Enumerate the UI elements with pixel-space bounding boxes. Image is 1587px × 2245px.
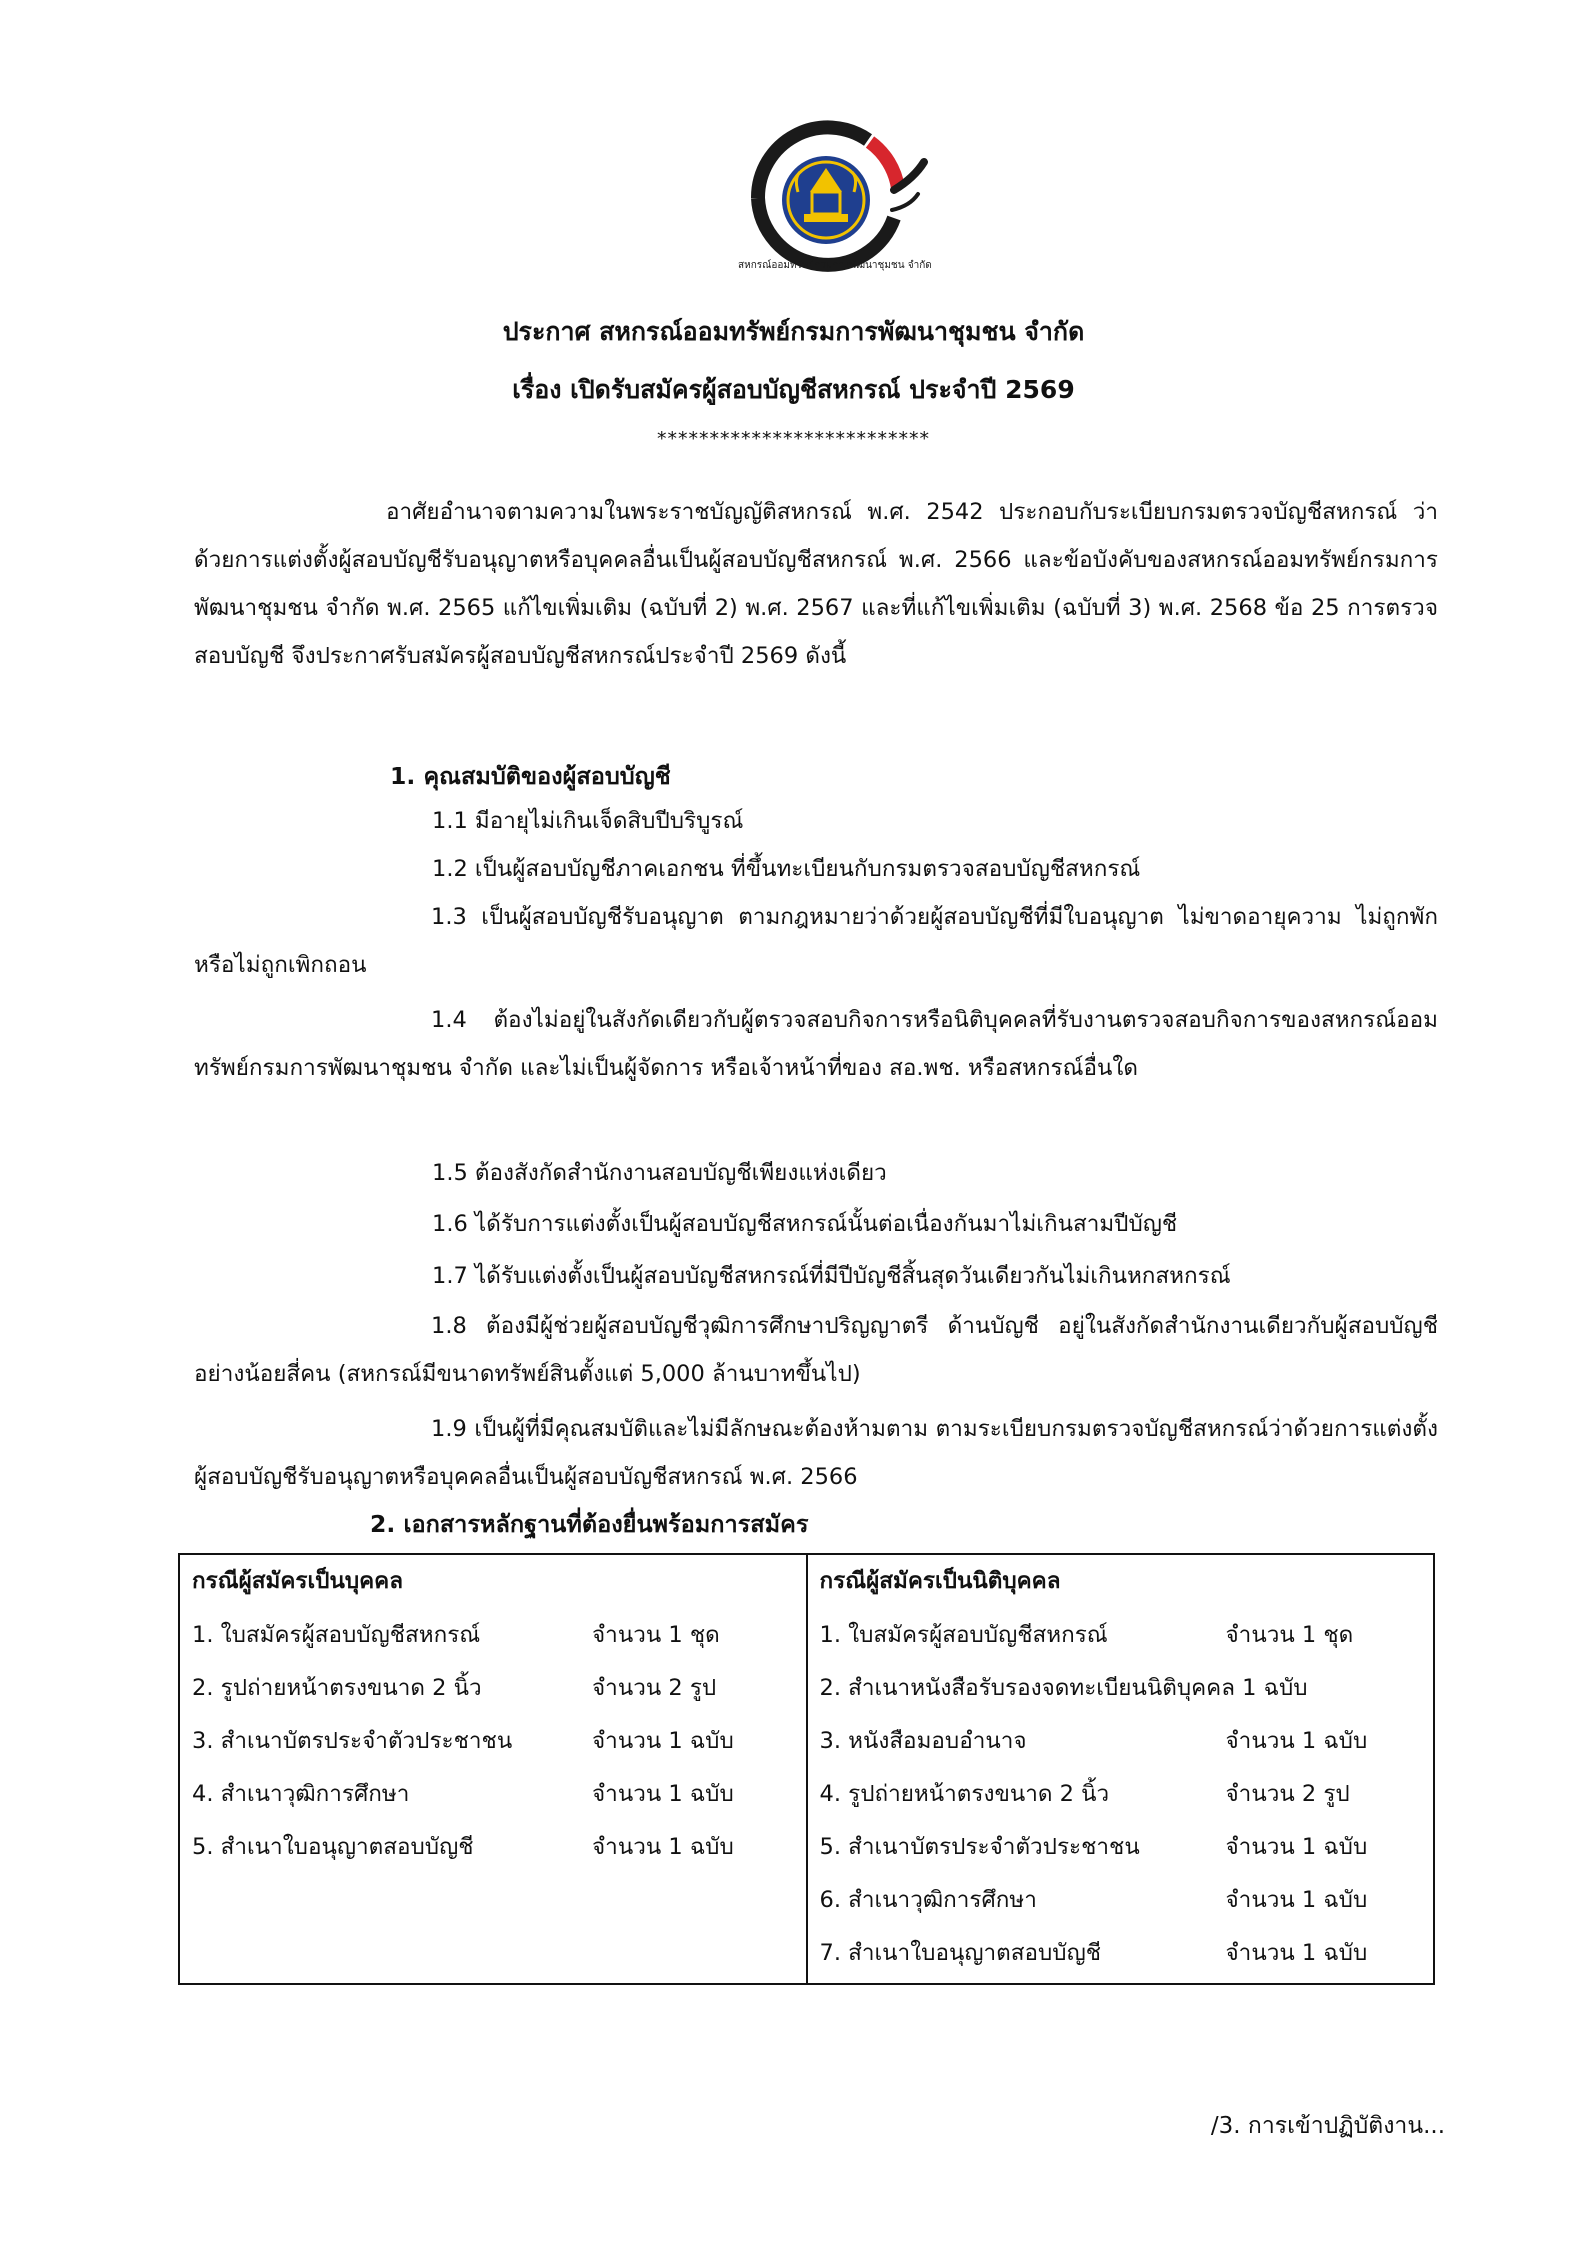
announcement-subject: เรื่อง เปิดรับสมัครผู้สอบบัญชีสหกรณ์ ประจำปี 2569	[512, 375, 1075, 404]
document-row	[820, 1768, 1422, 1821]
qualification-item	[194, 1405, 1438, 1501]
individual-column	[179, 1554, 807, 1984]
section-2-title: 2. เอกสารหลักฐานที่ต้องยื่นพร้อมการสมัคร	[370, 1510, 809, 1538]
qualification-item: 1.1 มีอายุไม่เกินเจ็ดสิบปีบริบูรณ์	[432, 808, 744, 834]
qualification-item	[194, 893, 1438, 989]
cooperative-logo	[718, 118, 938, 278]
section-1-title: 1. คุณสมบัติของผู้สอบบัญชี	[390, 762, 671, 790]
qualification-item: 1.6 ได้รับการแต่งตั้งเป็นผู้สอบบัญชีสหกรณ์นั้นต่อเนื่องกันมาไม่เกินสามปีบัญชี	[432, 1211, 1178, 1237]
document-row	[192, 1715, 794, 1768]
document-quantity: จำนวน 1 ฉบับ	[1225, 1940, 1368, 1966]
document-row	[820, 1821, 1422, 1874]
qualification-text: 1.8 ต้องมีผู้ช่วยผู้สอบบัญชีวุฒิการศึกษาปริญญาตรี ด้านบัญชี อยู่ในสังกัดสำนักงานเดียวกับผู้สอบบัญชีอย่างน้อยสี่คน (สหกรณ์มีขนาดทรัพย์สินตั้งแต่ 5,000 ล้านบาทขึ้นไป)	[194, 1313, 1438, 1387]
svg-text:สหกรณ์ออมทรัพย์กรมการพัฒนาชุมช	[738, 259, 932, 271]
document-row	[820, 1715, 1422, 1768]
document-quantity: จำนวน 1 ชุด	[592, 1622, 720, 1648]
qualification-text: 1.9 เป็นผู้ที่มีคุณสมบัติและไม่มีลักษณะต้องห้ามตาม ตามระเบียบกรมตรวจบัญชีสหกรณ์ว่าด้วยการแต่งตั้งผู้สอบบัญชีรับอนุญาตหรือบุคคลอื่นเป็นผู้สอบบัญชีสหกรณ์ พ.ศ. 2566	[194, 1416, 1438, 1490]
title-separator: **************************	[657, 428, 930, 450]
document-quantity: จำนวน 2 รูป	[1225, 1781, 1350, 1807]
qualification-item: 1.7 ได้รับแต่งตั้งเป็นผู้สอบบัญชีสหกรณ์ที่มีปีบัญชีสิ้นสุดวันเดียวกันไม่เกินหกสหกรณ์	[432, 1263, 1231, 1289]
document-name: 2. รูปถ่ายหน้าตรงขนาด 2 นิ้ว	[192, 1675, 482, 1701]
document-name: 3. หนังสือมอบอำนาจ	[819, 1728, 1027, 1754]
document-name: 7. สำเนาใบอนุญาตสอบบัญชี	[819, 1940, 1102, 1966]
required-documents-table	[178, 1553, 1435, 1985]
intro-text: อาศัยอำนาจตามความในพระราชบัญญัติสหกรณ์ พ.ศ. 2542 ประกอบกับระเบียบกรมตรวจบัญชีสหกรณ์ ว่าด้วยการแต่งตั้งผู้สอบบัญชีรับอนุญาตหรือบุคคลอื่นเป็นผู้สอบบัญชีสหกรณ์ พ.ศ. 2566 และข้อบังคับของสหกรณ์ออมทรัพย์กรมการพัฒนาชุมชน จำกัด พ.ศ. 2565 แก้ไขเพิ่มเติม (ฉบับที่ 2) พ.ศ. 2567 และที่แก้ไขเพิ่มเติม (ฉบับที่ 3) พ.ศ. 2568 ข้อ 25 การตรวจสอบบัญชี จึงประกาศรับสมัครผู้สอบบัญชีสหกรณ์ประจำปี 2569 ดังนี้	[194, 499, 1438, 669]
document-row	[192, 1821, 794, 1874]
document-name: 1. ใบสมัครผู้สอบบัญชีสหกรณ์	[819, 1622, 1108, 1648]
document-name: 4. รูปถ่ายหน้าตรงขนาด 2 นิ้ว	[819, 1781, 1110, 1807]
document-row	[820, 1927, 1422, 1980]
document-name: 6. สำเนาวุฒิการศึกษา	[819, 1887, 1037, 1913]
qualification-item: 1.2 เป็นผู้สอบบัญชีภาคเอกชน ที่ขึ้นทะเบียนกับกรมตรวจสอบบัญชีสหกรณ์	[432, 856, 1141, 882]
document-quantity: จำนวน 1 ฉบับ	[592, 1728, 734, 1754]
document-name: 5. สำเนาใบอนุญาตสอบบัญชี	[192, 1834, 474, 1860]
document-quantity: จำนวน 1 ฉบับ	[1225, 1834, 1368, 1860]
document-name: 2. สำเนาหนังสือรับรองจดทะเบียนนิติบุคคล 1 ฉบับ	[819, 1675, 1308, 1701]
document-name: 5. สำเนาบัตรประจำตัวประชาชน	[819, 1834, 1140, 1860]
juristic-column	[807, 1554, 1435, 1984]
document-name: 3. สำเนาบัตรประจำตัวประชาชน	[192, 1728, 513, 1754]
document-quantity: จำนวน 1 ฉบับ	[592, 1834, 734, 1860]
document-row	[192, 1609, 794, 1662]
announcement-title: ประกาศ สหกรณ์ออมทรัพย์กรมการพัฒนาชุมชน จำกัด	[502, 317, 1085, 346]
document-quantity: จำนวน 1 ฉบับ	[1225, 1887, 1368, 1913]
document-row	[820, 1609, 1422, 1662]
document-row	[192, 1662, 794, 1715]
continuation-note: /3. การเข้าปฏิบัติงาน...	[1210, 2113, 1445, 2139]
qualification-item: 1.5 ต้องสังกัดสำนักงานสอบบัญชีเพียงแห่งเดียว	[432, 1160, 887, 1186]
document-quantity: จำนวน 1 ชุด	[1225, 1622, 1354, 1648]
document-name: 4. สำเนาวุฒิการศึกษา	[192, 1781, 410, 1807]
document-name: 1. ใบสมัครผู้สอบบัญชีสหกรณ์	[192, 1622, 481, 1648]
document-row	[820, 1662, 1422, 1715]
qualification-item	[194, 996, 1438, 1092]
cooperative-seal-icon	[718, 118, 938, 278]
logo-text: สหกรณ์ออมทรัพย์กรมการพัฒนาชุมชน จำกัด	[738, 260, 932, 271]
document-quantity: จำนวน 1 ฉบับ	[592, 1781, 734, 1807]
qualification-item	[194, 1302, 1438, 1398]
juristic-heading: กรณีผู้สมัครเป็นนิติบุคคล	[819, 1568, 1061, 1594]
intro-paragraph	[194, 488, 1438, 680]
document-row	[192, 1768, 794, 1821]
qualification-text: 1.3 เป็นผู้สอบบัญชีรับอนุญาต ตามกฎหมายว่าด้วยผู้สอบบัญชีที่มีใบอนุญาต ไม่ขาดอายุความ ไม่ถูกพัก หรือไม่ถูกเพิกถอน	[194, 904, 1438, 978]
individual-heading: กรณีผู้สมัครเป็นบุคคล	[192, 1568, 403, 1594]
document-quantity: จำนวน 1 ฉบับ	[1225, 1728, 1368, 1754]
document-quantity: จำนวน 2 รูป	[592, 1675, 717, 1701]
document-row	[820, 1874, 1422, 1927]
qualification-text: 1.4 ต้องไม่อยู่ในสังกัดเดียวกับผู้ตรวจสอบกิจการหรือนิติบุคคลที่รับงานตรวจสอบกิจการของสหกรณ์ออมทรัพย์กรมการพัฒนาชุมชน จำกัด และไม่เป็นผู้จัดการ หรือเจ้าหน้าที่ของ สอ.พช. หรือสหกรณ์อื่นใด	[194, 1007, 1438, 1081]
